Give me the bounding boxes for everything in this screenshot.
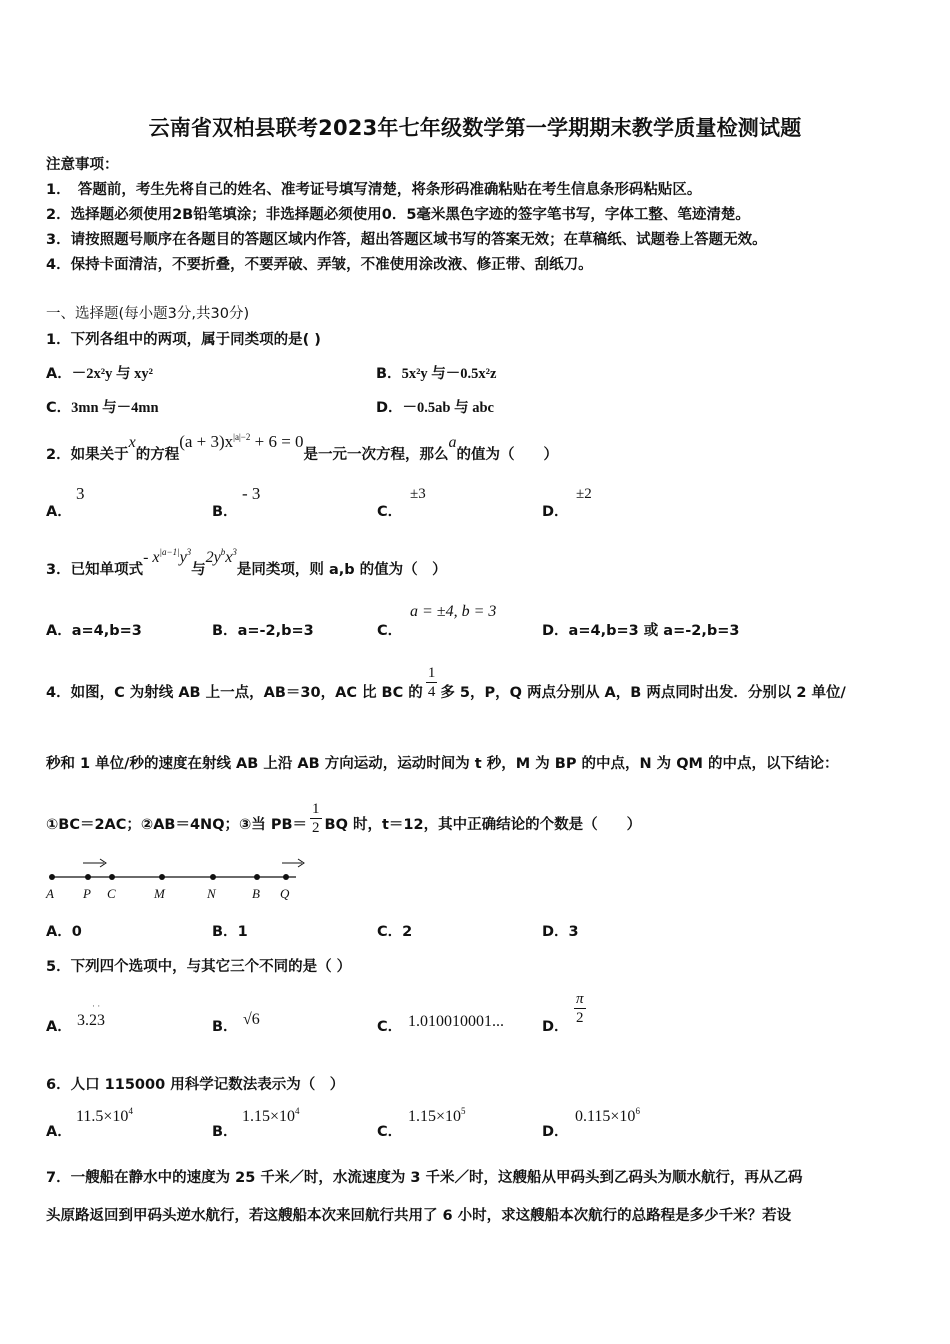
q4-line1-a: 4．如图，C 为射线 AB 上一点，AB＝30，AC 比 BC 的 bbox=[46, 684, 423, 701]
q4-option-b bbox=[212, 920, 248, 941]
q2-eq-base: (a + 3)x bbox=[179, 432, 234, 451]
q4-frac2-num: 1 bbox=[312, 801, 320, 817]
point-n-label: N bbox=[207, 886, 216, 901]
q2-stem bbox=[46, 431, 559, 463]
q4-d-label: D． bbox=[542, 924, 569, 940]
notice-item-4: 4．保持卡面清洁，不要折叠，不要弄破、弄皱，不准使用涂改液、修正带、刮纸刀。 bbox=[46, 257, 593, 273]
q2-d-label: D． bbox=[542, 504, 569, 520]
q3-c-text: a = ±4, b = 3 bbox=[410, 603, 497, 620]
q6-c-exp: 5 bbox=[461, 1106, 466, 1116]
q3-m1-y: y bbox=[179, 549, 187, 566]
notice-item-1: 1． 答题前，考生先将自己的姓名、准考证号填写清楚，将条形码准确粘贴在考生信息条形码粘贴区。 bbox=[46, 182, 702, 198]
q6-a-label: A． bbox=[46, 1124, 72, 1140]
q3-monomial-1 bbox=[143, 549, 191, 566]
q5-c-text: 1.010010001... bbox=[408, 1013, 504, 1030]
q5-d-fraction bbox=[574, 990, 586, 1027]
q4-line1-b: 多 5，P，Q 两点分别从 A，B 两点同时出发．分别以 2 单位/ bbox=[440, 684, 846, 701]
q2-b-label: B． bbox=[212, 504, 238, 520]
q4-b-text: 1 bbox=[237, 924, 248, 940]
q2-a-text: 3 bbox=[76, 484, 85, 503]
q4-option-a bbox=[46, 920, 82, 941]
q1-c-label: C． bbox=[46, 400, 72, 416]
q4-line3-b: BQ 时，t＝12，其中正确结论的个数是（ ） bbox=[324, 816, 642, 833]
q4-d-text: 3 bbox=[568, 924, 579, 940]
q6-a-exp: 4 bbox=[128, 1106, 133, 1116]
q5-d-label: D． bbox=[542, 1019, 569, 1035]
q1-option-b bbox=[376, 362, 496, 383]
q3-m2-base: 2y bbox=[205, 549, 221, 566]
q4-line-1 bbox=[46, 664, 846, 701]
q6-b-base: 1.15×10 bbox=[242, 1108, 296, 1125]
q3-d-text: a=4,b=3 或 a=-2,b=3 bbox=[568, 623, 740, 639]
q6-d-label: D． bbox=[542, 1124, 569, 1140]
q1-a-text: －2x²y 与 xy² bbox=[71, 366, 153, 382]
q4-line-2: 秒和 1 单位/秒的速度在射线 AB 上沿 AB 方向运动，运动时间为 t 秒，M 为 BP 的中点，N 为 QM 的中点，以下结论： bbox=[46, 756, 839, 772]
q6-a-base: 11.5×10 bbox=[76, 1108, 129, 1125]
q6-c-base: 1.15×10 bbox=[408, 1108, 462, 1125]
q6-b-label: B． bbox=[212, 1124, 238, 1140]
q5-d-den: 2 bbox=[576, 1010, 584, 1026]
q3-a-text: a=4,b=3 bbox=[71, 623, 142, 639]
q3-c-label: C． bbox=[377, 623, 403, 639]
q4-c-label: C． bbox=[377, 924, 403, 940]
q3-m1-base: - x bbox=[143, 549, 160, 566]
point-c-dot bbox=[109, 874, 115, 880]
point-m-label: M bbox=[154, 886, 165, 901]
q3-m1-yexp: 3 bbox=[186, 547, 192, 557]
point-m-dot bbox=[159, 874, 165, 880]
q3-option-a bbox=[46, 619, 142, 640]
point-c-label: C bbox=[107, 886, 116, 901]
q5-stem: 5．下列四个选项中，与其它三个不同的是（ ） bbox=[46, 959, 352, 975]
page-title: 云南省双柏县联考2023年七年级数学第一学期期末教学质量检测试题 bbox=[148, 116, 802, 140]
pi-over-2 bbox=[574, 990, 586, 1027]
q3-b-label: B． bbox=[212, 623, 238, 639]
arrow-right-icon bbox=[282, 859, 304, 867]
q5-b-text: √6 bbox=[243, 1011, 260, 1028]
q3-post: 是同类项，则 a,b 的值为（ ） bbox=[236, 562, 447, 578]
q6-a-text bbox=[76, 1108, 133, 1126]
q5-c-label: C． bbox=[377, 1019, 403, 1035]
q2-eq-rest: + 6 = 0 bbox=[250, 432, 304, 451]
q1-d-label: D． bbox=[376, 400, 403, 416]
q4-a-label: A． bbox=[46, 924, 72, 940]
q3-d-label: D． bbox=[542, 623, 569, 639]
q2-eq-exp: |a|−2 bbox=[233, 432, 251, 442]
q1-option-a bbox=[46, 362, 153, 383]
q6-d-text bbox=[575, 1108, 640, 1126]
q3-b-text: a=-2,b=3 bbox=[237, 623, 314, 639]
q5-a-text: 3.23 bbox=[77, 1012, 105, 1029]
point-b-label: B bbox=[252, 886, 260, 901]
q1-option-d bbox=[376, 396, 494, 417]
q5-a-label: A． bbox=[46, 1019, 72, 1035]
q6-c-label: C． bbox=[377, 1124, 403, 1140]
q4-fraction-1-2 bbox=[310, 800, 322, 837]
point-q-label: Q bbox=[280, 886, 290, 901]
q3-option-d bbox=[542, 619, 739, 640]
q1-d-text: －0.5ab 与 abc bbox=[402, 400, 494, 416]
q5-b-label: B． bbox=[212, 1019, 238, 1035]
q2-c-label: C． bbox=[377, 504, 403, 520]
q4-b-label: B． bbox=[212, 924, 238, 940]
q4-option-c bbox=[377, 920, 412, 941]
q3-pre: 3．已知单项式 bbox=[46, 562, 144, 578]
notice-item-2: 2．选择题必须使用2B铅笔填涂；非选择题必须使用0．5毫米黑色字迹的签字笔书写，字体工整、笔迹清楚。 bbox=[46, 207, 750, 223]
q4-c-text: 2 bbox=[402, 924, 413, 940]
q3-a-label: A． bbox=[46, 623, 72, 639]
q2-a-label: A． bbox=[46, 504, 72, 520]
q5-d-num: π bbox=[576, 991, 584, 1007]
q3-m1-exp: |a−1| bbox=[159, 547, 180, 557]
q4-line3-a: ①BC＝2AC；②AB＝4NQ；③当 PB＝ bbox=[46, 816, 308, 833]
point-p-label: P bbox=[83, 886, 91, 901]
q1-a-label: A． bbox=[46, 366, 72, 382]
notice-item-3: 3．请按照题号顺序在各题目的答题区域内作答，超出答题区域书写的答案无效；在草稿纸、试题卷上答题无效。 bbox=[46, 232, 767, 248]
point-n-dot bbox=[210, 874, 216, 880]
q2-post: 是一元一次方程，那么 bbox=[303, 447, 449, 463]
q7-line-2: 头原路返回到甲码头逆水航行，若这艘船本次来回航行共用了 6 小时，求这艘船本次航行的总路程是多少千米？若设 bbox=[46, 1208, 792, 1224]
q4-frac2-den: 2 bbox=[312, 820, 320, 836]
q2-c-text: ±3 bbox=[410, 486, 426, 502]
q4-frac1-num: 1 bbox=[427, 665, 436, 681]
q2-var-x: x bbox=[128, 434, 136, 451]
q4-frac1-den: 4 bbox=[427, 684, 436, 700]
q6-b-exp: 4 bbox=[295, 1106, 300, 1116]
q4-line-3 bbox=[46, 800, 641, 837]
q1-option-c bbox=[46, 396, 159, 417]
point-a-label: A bbox=[46, 886, 54, 901]
point-p-dot bbox=[85, 874, 91, 880]
q3-option-b bbox=[212, 619, 314, 640]
q2-equation bbox=[179, 432, 303, 451]
q1-c-text: 3mn 与－4mn bbox=[71, 400, 159, 416]
q2-b-text: - 3 bbox=[242, 484, 261, 503]
q2-d-text: ±2 bbox=[576, 486, 592, 502]
point-q-dot bbox=[283, 874, 289, 880]
q3-m2-xexp: 3 bbox=[232, 547, 237, 557]
q6-stem: 6．人口 115000 用科学记数法表示为（ ） bbox=[46, 1077, 345, 1093]
q7-line-1: 7．一艘船在静水中的速度为 25 千米／时，水流速度为 3 千米／时，这艘船从甲码头到乙码头为顺水航行，再从乙码 bbox=[46, 1170, 803, 1186]
q3-m2-x: x bbox=[225, 549, 233, 566]
arrow-right-icon bbox=[83, 859, 106, 867]
q6-d-exp: 6 bbox=[635, 1106, 640, 1116]
q6-d-base: 0.115×10 bbox=[575, 1108, 636, 1125]
q3-mid: 与 bbox=[191, 562, 206, 578]
q5-a-repeat-dots: · · bbox=[92, 1001, 101, 1011]
q6-b-text bbox=[242, 1108, 300, 1126]
q4-ray-diagram bbox=[40, 852, 320, 904]
section-heading: 一、选择题(每小题3分,共30分) bbox=[46, 306, 250, 322]
notice-heading: 注意事项： bbox=[46, 157, 119, 173]
q1-stem: 1．下列各组中的两项，属于同类项的是( ) bbox=[46, 332, 321, 348]
q2-mid: 的方程 bbox=[135, 447, 180, 463]
q4-option-d bbox=[542, 920, 579, 941]
q4-fraction-1-4 bbox=[426, 664, 438, 701]
q3-monomial-2 bbox=[206, 549, 237, 566]
q6-c-text bbox=[408, 1108, 466, 1126]
q2-pre: 2．如果关于 bbox=[46, 447, 129, 463]
q2-var-a: a bbox=[448, 434, 457, 451]
q4-a-text: 0 bbox=[71, 924, 82, 940]
point-a-dot bbox=[49, 874, 55, 880]
q2-end: 的值为（ ） bbox=[456, 447, 559, 463]
q1-b-label: B． bbox=[376, 366, 402, 382]
point-b-dot bbox=[254, 874, 260, 880]
q1-b-text: 5x²y 与－0.5x²z bbox=[401, 366, 497, 382]
q3-stem bbox=[46, 546, 447, 578]
q3-m2-exp: b bbox=[220, 547, 226, 557]
